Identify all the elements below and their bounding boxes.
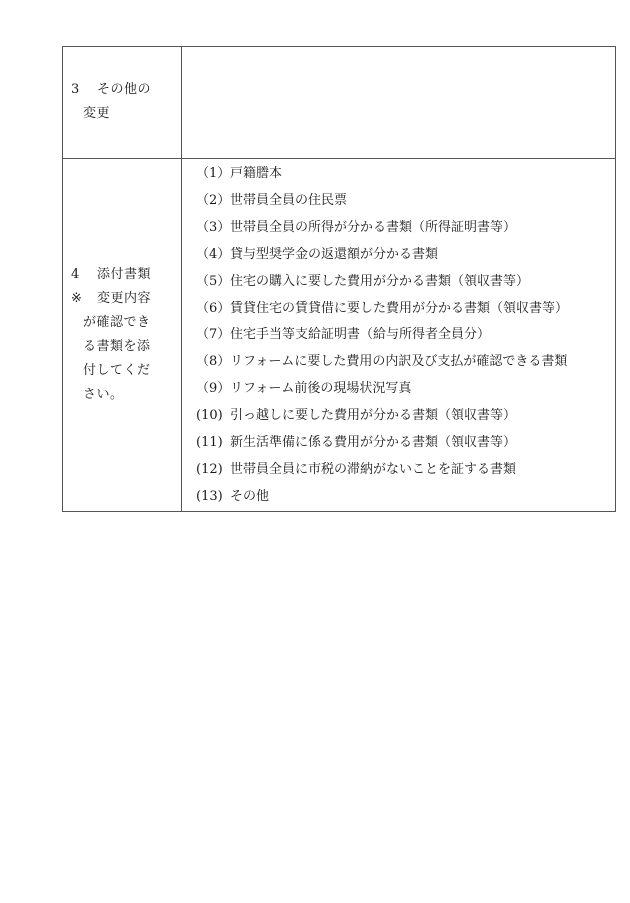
- section-number: 4: [71, 266, 80, 282]
- other-changes-row: [63, 47, 616, 159]
- attachment-document-list: [182, 159, 615, 511]
- item-number: （8）: [196, 354, 231, 370]
- attachments-note-line3: る書類を添: [83, 338, 151, 354]
- other-changes-content-cell[interactable]: [182, 47, 616, 159]
- item-text: 貸与型奨学金の返還額が分かる書類: [230, 246, 439, 262]
- list-item: [196, 296, 615, 323]
- attachments-title-line: [71, 263, 181, 287]
- item-number: （1）: [196, 166, 231, 181]
- item-number: （7）: [196, 327, 231, 343]
- item-number: （6）: [196, 300, 231, 316]
- item-text: 戸籍謄本: [230, 166, 283, 181]
- list-item: [196, 349, 615, 376]
- application-form-table: [62, 46, 616, 512]
- item-number: （9）: [196, 381, 231, 397]
- item-number: （3）: [196, 219, 231, 235]
- attachments-list-cell: [182, 159, 616, 512]
- note-mark: ※: [71, 290, 83, 306]
- item-number: (10): [196, 408, 223, 424]
- item-text: その他: [230, 488, 270, 504]
- item-text: 世帯員全員に市税の滞納がないことを証する書類: [230, 461, 517, 477]
- item-number: (13): [196, 488, 223, 504]
- item-number: (11): [196, 435, 223, 451]
- list-item: [196, 215, 615, 242]
- note-text: 変更内容: [97, 290, 152, 306]
- list-item: [196, 430, 615, 457]
- item-number: （2）: [196, 192, 231, 208]
- item-text: 新生活準備に係る費用が分かる書類（領収書等）: [230, 435, 517, 451]
- list-item: [196, 484, 615, 511]
- attachments-note-line4: 付してくだ: [83, 362, 151, 378]
- attachments-label-cell: [63, 159, 182, 512]
- item-text: 世帯員全員の住民票: [230, 192, 348, 208]
- list-item: [196, 242, 615, 269]
- other-changes-label-cell: [63, 47, 182, 159]
- list-item: [196, 457, 615, 484]
- item-text: 住宅手当等支給証明書（給与所得者全員分）: [230, 327, 491, 343]
- list-item: [196, 188, 615, 215]
- item-text: 引っ越しに要した費用が分かる書類（領収書等）: [230, 408, 517, 424]
- list-item: [196, 269, 615, 296]
- attachments-row: [63, 159, 616, 512]
- attachments-note-line1: [71, 287, 181, 311]
- item-text: 世帯員全員の所得が分かる書類（所得証明書等）: [230, 219, 517, 235]
- attachments-note-line5: さい。: [83, 386, 124, 402]
- item-number: （4）: [196, 246, 231, 262]
- list-item: [196, 322, 615, 349]
- list-item: [196, 161, 615, 188]
- section-number: 3: [71, 81, 80, 97]
- attachments-note-line2: が確認でき: [83, 314, 151, 330]
- other-changes-title: その他の: [97, 81, 152, 97]
- item-text: 賃貸住宅の賃貸借に要した費用が分かる書類（領収書等）: [230, 300, 569, 316]
- item-text: リフォーム前後の現場状況写真: [230, 381, 412, 397]
- item-number: （5）: [196, 273, 231, 289]
- other-changes-label-line1: [71, 78, 181, 102]
- list-item: [196, 376, 615, 403]
- attachments-title: 添付書類: [97, 266, 152, 282]
- item-text: リフォームに要した費用の内訳及び支払が確認できる書類: [230, 354, 568, 370]
- list-item: [196, 403, 615, 430]
- other-changes-label-line2: 変更: [83, 105, 111, 121]
- item-text: 住宅の購入に要した費用が分かる書類（領収書等）: [230, 273, 530, 289]
- item-number: (12): [196, 461, 223, 477]
